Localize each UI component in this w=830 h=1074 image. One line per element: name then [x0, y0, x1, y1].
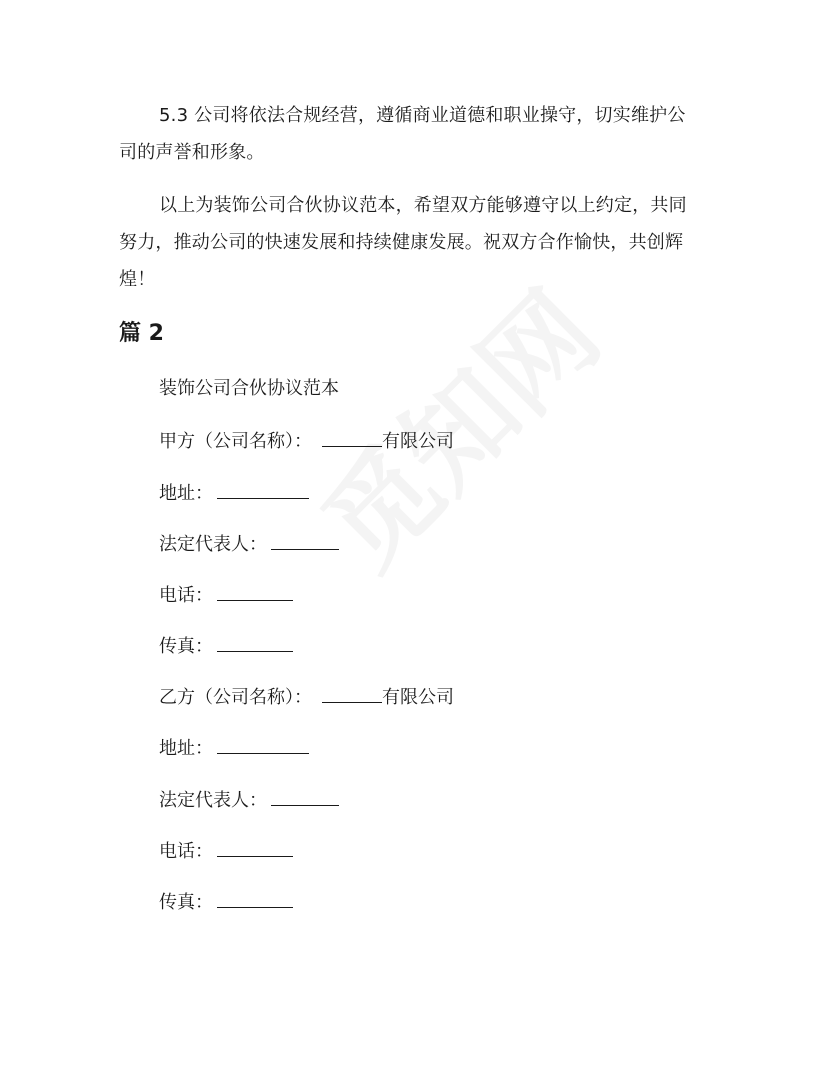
party-a-fax-line	[159, 631, 293, 661]
party-a-fax-blank	[217, 631, 293, 652]
agreement-title: 装饰公司合伙协议范本	[159, 378, 339, 399]
party-a-address-blank	[217, 478, 309, 499]
party-b-address-line	[159, 733, 309, 763]
party-a-phone-line	[159, 580, 293, 610]
party-a-name-line	[159, 426, 454, 456]
party-a-phone-label: 电话：	[159, 585, 213, 606]
party-b-fax-blank	[217, 887, 293, 908]
party-a-fax-label: 传真：	[159, 636, 213, 657]
party-b-fax-label: 传真：	[159, 892, 213, 913]
party-a-phone-blank	[217, 580, 293, 601]
section-heading: 篇 2	[119, 321, 164, 346]
party-b-rep-line	[159, 785, 339, 815]
closing-paragraph: 以上为装饰公司合伙协议范本，希望双方能够遵守以上约定，共同努力，推动公司的快速发展和持续健康发展。祝双方合作愉快，共创辉煌！	[119, 195, 687, 290]
party-a-name-label: 甲方（公司名称）：	[159, 431, 312, 452]
party-b-rep-blank	[271, 785, 339, 806]
party-b-phone-blank	[217, 836, 293, 857]
party-b-address-label: 地址：	[159, 738, 213, 759]
party-b-fax-line	[159, 887, 293, 917]
party-b-address-blank	[217, 733, 309, 754]
party-b-name-blank	[322, 682, 382, 703]
party-b-name-suffix: 有限公司	[382, 687, 454, 708]
party-b-name-line	[159, 682, 454, 712]
party-a-address-label: 地址：	[159, 483, 213, 504]
party-b-rep-label: 法定代表人：	[159, 790, 267, 811]
party-a-address-line	[159, 478, 309, 508]
party-b-phone-line	[159, 836, 293, 866]
clause-5-3: 5.3 公司将依法合规经营，遵循商业道德和职业操守，切实维护公司的声誉和形象。	[119, 105, 686, 163]
party-a-rep-line	[159, 529, 339, 559]
party-a-rep-blank	[271, 529, 339, 550]
party-b-phone-label: 电话：	[159, 841, 213, 862]
party-b-name-label: 乙方（公司名称）：	[159, 687, 312, 708]
party-a-name-blank	[322, 426, 382, 447]
party-a-rep-label: 法定代表人：	[159, 534, 267, 555]
party-a-name-suffix: 有限公司	[382, 431, 454, 452]
